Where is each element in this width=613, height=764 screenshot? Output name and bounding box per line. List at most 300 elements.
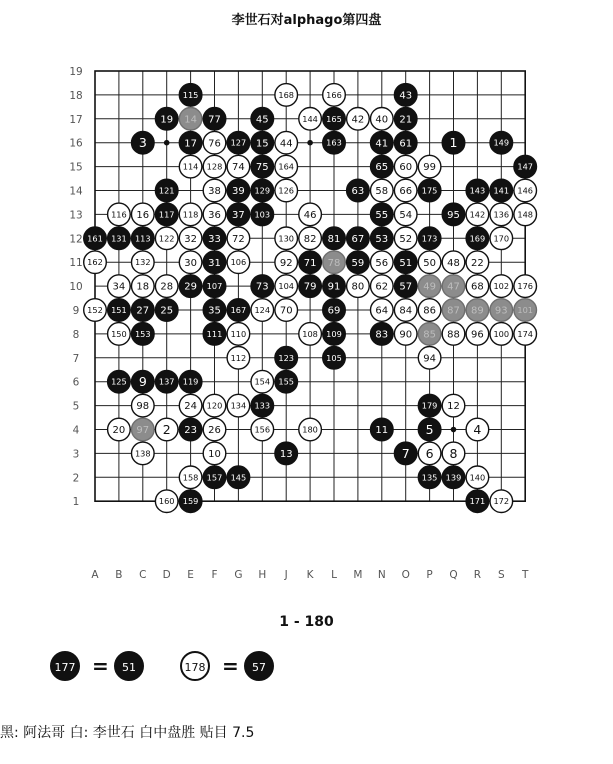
move-number: 21 (399, 114, 413, 126)
move-number: 43 (399, 90, 413, 102)
stone-n10 (371, 275, 394, 298)
move-number: 172 (493, 496, 510, 507)
move-number: 106 (230, 257, 247, 268)
stone-n4 (371, 418, 394, 441)
move-number: 138 (134, 448, 151, 459)
move-number: 64 (375, 305, 389, 317)
move-number: 25 (160, 305, 174, 317)
move-number: 73 (255, 281, 269, 293)
stone-t8 (514, 323, 537, 346)
stone-d1 (155, 490, 178, 513)
stone-g8 (227, 323, 250, 346)
move-number: 34 (112, 281, 126, 293)
move-number: 79 (303, 281, 317, 293)
move-number: 100 (493, 328, 510, 339)
stone-a12 (84, 227, 107, 250)
row-label: 4 (72, 424, 80, 437)
move-number: 180 (302, 424, 318, 435)
move-number: 141 (493, 185, 510, 196)
stone-k10 (299, 275, 322, 298)
move-number: 104 (278, 281, 295, 292)
stone-l17 (323, 108, 346, 131)
stone-l9 (323, 299, 346, 322)
move-number: 87 (447, 305, 460, 317)
move-number: 122 (158, 233, 175, 244)
move-number: 109 (326, 328, 342, 339)
move-number: 127 (230, 137, 247, 148)
row-label: 16 (69, 137, 83, 150)
move-number: 13 (279, 449, 293, 460)
move-number: 169 (469, 233, 486, 244)
column-label: S (497, 569, 505, 581)
stone-e12 (179, 227, 202, 250)
move-number: 108 (302, 328, 318, 339)
stone-r11 (466, 251, 489, 274)
stone-s10 (490, 275, 513, 298)
move-number: 107 (206, 281, 223, 292)
stone-d4 (155, 418, 178, 441)
move-number: 166 (326, 89, 342, 100)
move-number: 42 (351, 114, 365, 126)
column-label: K (306, 569, 314, 581)
move-number: 53 (375, 233, 389, 245)
move-number: 68 (471, 281, 484, 293)
move-number: 23 (184, 425, 197, 437)
move-number: 145 (230, 472, 247, 483)
move-number: 131 (111, 233, 127, 244)
column-label: O (401, 569, 410, 581)
stone-c13 (132, 203, 155, 226)
column-label: L (331, 569, 337, 581)
stone-e11 (179, 251, 202, 274)
move-number: 129 (254, 185, 271, 196)
stone-d17 (155, 108, 178, 131)
row-label: 9 (72, 305, 80, 317)
column-label: H (258, 569, 267, 581)
row-label: 19 (69, 66, 83, 78)
column-label: Q (449, 569, 458, 581)
move-number: 41 (375, 138, 389, 150)
stone-c6 (132, 370, 155, 393)
move-number: 46 (303, 210, 317, 221)
move-number: 19 (160, 114, 174, 126)
move-number: 2 (162, 422, 171, 437)
stone-q11 (442, 251, 465, 274)
stone-m12 (347, 227, 370, 250)
stone-n12 (371, 227, 394, 250)
stone-g11 (227, 251, 250, 274)
move-number: 148 (517, 209, 534, 220)
stone-q13 (442, 203, 465, 226)
row-label: 8 (72, 328, 80, 341)
move-number: 120 (206, 400, 223, 411)
stone-j18 (275, 84, 298, 107)
move-number: 18 (136, 281, 150, 293)
move-number: 67 (351, 233, 365, 245)
stone-n9 (371, 299, 394, 322)
stone-o17 (394, 108, 417, 131)
stone-p14 (418, 179, 441, 202)
stone-b9 (108, 299, 131, 322)
move-number: 78 (327, 257, 341, 269)
move-number: 134 (230, 400, 247, 411)
column-label: C (139, 569, 147, 581)
move-number: 158 (182, 472, 199, 483)
stone-o18 (394, 84, 417, 107)
stone-o8 (394, 323, 417, 346)
move-number: 86 (423, 305, 436, 317)
star-point (164, 140, 170, 146)
move-number: 157 (206, 472, 223, 483)
move-number: 11 (375, 425, 389, 437)
stone-h13 (251, 203, 274, 226)
row-label: 2 (72, 472, 80, 485)
move-number: 61 (399, 138, 413, 150)
move-number: 115 (182, 89, 199, 100)
move-number: 119 (182, 376, 199, 387)
row-label: 14 (69, 185, 83, 198)
stone-g16 (227, 131, 250, 154)
stone-o11 (394, 251, 417, 274)
stone-r1 (466, 490, 489, 513)
move-number: 84 (399, 305, 413, 317)
column-label: E (187, 569, 194, 581)
stone-a11 (84, 251, 107, 274)
stone-h4 (251, 418, 274, 441)
row-label: 17 (69, 113, 83, 126)
move-number: 45 (255, 114, 269, 126)
stone-s13 (490, 203, 513, 226)
stone-h17 (251, 108, 274, 131)
star-point (451, 427, 457, 433)
stone-d14 (155, 179, 178, 202)
column-label: J (284, 569, 288, 581)
move-number: 47 (447, 281, 460, 293)
stone-q5 (442, 394, 465, 417)
move-number: 7 (401, 445, 410, 461)
stone-k11 (299, 251, 322, 274)
stone-c11 (132, 251, 155, 274)
stone-p2 (418, 466, 441, 489)
stone-b12 (108, 227, 131, 250)
move-number: 22 (471, 257, 484, 269)
stone-f5 (203, 394, 226, 417)
move-number: 92 (279, 257, 293, 269)
move-number: 124 (254, 304, 271, 315)
move-number: 125 (111, 376, 127, 387)
move-number: 99 (423, 162, 436, 174)
move-number: 151 (111, 304, 127, 315)
stone-e13 (179, 203, 202, 226)
move-number: 150 (111, 328, 127, 339)
move-number: 65 (375, 162, 389, 174)
stone-s14 (490, 179, 513, 202)
move-number: 136 (493, 209, 510, 220)
move-number: 162 (87, 257, 103, 268)
move-number: 70 (279, 305, 293, 317)
stone-b10 (108, 275, 131, 298)
column-label: A (91, 569, 99, 581)
stone-h16 (251, 131, 274, 154)
stone-m17 (347, 108, 370, 131)
stone-e17 (179, 108, 202, 131)
stone-q16 (442, 131, 465, 154)
move-number: 170 (493, 233, 510, 244)
stone-f15 (203, 155, 226, 178)
eq-2-target: 57 (244, 651, 274, 681)
stone-o16 (394, 131, 417, 154)
move-number: 140 (469, 472, 486, 483)
stone-j7 (275, 347, 298, 370)
column-label: T (521, 569, 529, 581)
move-number: 12 (447, 401, 460, 413)
move-number: 116 (111, 209, 127, 220)
move-number: 24 (184, 401, 197, 413)
move-number: 39 (232, 186, 245, 198)
move-number: 142 (469, 209, 486, 220)
stone-n14 (371, 179, 394, 202)
move-number: 179 (421, 400, 438, 411)
stone-j11 (275, 251, 298, 274)
stone-e4 (179, 418, 202, 441)
move-number: 103 (254, 209, 271, 220)
move-number: 89 (471, 305, 484, 317)
move-number: 161 (87, 233, 103, 244)
stone-r2 (466, 466, 489, 489)
move-number: 9 (138, 374, 147, 390)
stone-p5 (418, 394, 441, 417)
stone-e1 (179, 490, 202, 513)
move-number: 137 (158, 376, 175, 387)
stone-s16 (490, 131, 513, 154)
stone-o14 (394, 179, 417, 202)
move-number: 60 (399, 162, 413, 174)
stone-r4 (466, 418, 489, 441)
move-number: 93 (494, 305, 508, 317)
stone-m10 (347, 275, 370, 298)
move-number: 173 (421, 233, 438, 244)
move-number: 63 (351, 186, 365, 198)
move-number: 96 (471, 329, 484, 341)
eq-1-target: 51 (114, 651, 144, 681)
move-number: 165 (326, 113, 342, 124)
stone-m11 (347, 251, 370, 274)
move-number: 97 (136, 425, 150, 437)
stone-p7 (418, 347, 441, 370)
stone-m14 (347, 179, 370, 202)
move-number: 29 (184, 281, 197, 293)
move-number: 130 (278, 233, 295, 244)
stone-d13 (155, 203, 178, 226)
stone-c12 (132, 227, 155, 250)
move-number: 155 (278, 376, 295, 387)
move-number: 49 (423, 281, 436, 293)
move-number: 14 (184, 114, 197, 126)
move-number: 30 (184, 257, 197, 269)
column-label: F (211, 569, 218, 581)
move-number: 62 (375, 281, 389, 293)
stone-o10 (394, 275, 417, 298)
stone-j15 (275, 155, 298, 178)
stone-h6 (251, 370, 274, 393)
move-number: 135 (421, 472, 438, 483)
stone-p9 (418, 299, 441, 322)
move-number: 117 (158, 209, 175, 220)
column-label: R (473, 569, 482, 581)
stone-f4 (203, 418, 226, 441)
stone-c4 (132, 418, 155, 441)
stone-b4 (108, 418, 131, 441)
stone-e5 (179, 394, 202, 417)
move-number: 40 (375, 114, 389, 126)
stone-c9 (132, 299, 155, 322)
column-label: N (377, 569, 386, 581)
stone-t10 (514, 275, 537, 298)
star-point (307, 140, 313, 146)
move-number: 85 (423, 329, 436, 341)
stone-d6 (155, 370, 178, 393)
stone-j10 (275, 275, 298, 298)
row-label: 7 (72, 352, 80, 365)
stone-q8 (442, 323, 465, 346)
move-number: 75 (255, 162, 269, 174)
move-number: 36 (208, 210, 221, 221)
move-number: 94 (423, 353, 436, 365)
stone-q9 (442, 299, 465, 322)
row-label: 3 (72, 448, 80, 461)
stone-e18 (179, 84, 202, 107)
move-number: 154 (254, 376, 271, 387)
row-label: 1 (72, 496, 80, 509)
move-number: 72 (232, 233, 245, 245)
stone-n17 (371, 108, 394, 131)
move-number: 163 (326, 137, 342, 148)
move-number: 71 (303, 257, 317, 269)
row-label: 13 (69, 209, 83, 222)
stone-g9 (227, 299, 250, 322)
stone-t14 (514, 179, 537, 202)
move-number: 91 (327, 281, 341, 293)
move-number: 176 (517, 281, 534, 292)
stone-f8 (203, 323, 226, 346)
stone-g13 (227, 203, 250, 226)
column-label: D (162, 569, 171, 581)
stone-e2 (179, 466, 202, 489)
stone-n16 (371, 131, 394, 154)
row-label: 12 (69, 233, 83, 246)
stone-s1 (490, 490, 513, 513)
move-number: 50 (423, 257, 436, 269)
stone-r13 (466, 203, 489, 226)
stone-r9 (466, 299, 489, 322)
move-number: 51 (399, 257, 413, 269)
move-number: 133 (254, 400, 271, 411)
move-number: 90 (399, 329, 413, 341)
stone-p12 (418, 227, 441, 250)
move-number: 101 (517, 304, 534, 315)
stone-r14 (466, 179, 489, 202)
move-number: 20 (112, 425, 126, 437)
eq-2-stone: 178 (180, 651, 210, 681)
stone-t13 (514, 203, 537, 226)
move-range-label: 1 - 180 (279, 614, 334, 630)
stone-h10 (251, 275, 274, 298)
move-number: 105 (326, 352, 342, 363)
eq-2-sign: = (222, 654, 239, 678)
stone-c10 (132, 275, 155, 298)
stone-e15 (179, 155, 202, 178)
stone-h5 (251, 394, 274, 417)
move-number: 1 (449, 135, 458, 151)
stone-l12 (323, 227, 346, 250)
stone-c3 (132, 442, 155, 465)
game-title: 李世石对alphago第四盘 (231, 13, 382, 28)
move-number: 147 (517, 161, 534, 172)
move-number: 44 (279, 138, 293, 150)
move-number: 77 (208, 114, 221, 126)
stone-o13 (394, 203, 417, 226)
move-number: 111 (206, 328, 223, 339)
move-number: 31 (208, 257, 221, 269)
stone-l16 (323, 131, 346, 154)
stone-b13 (108, 203, 131, 226)
stone-j6 (275, 370, 298, 393)
column-label: B (115, 569, 123, 581)
move-number: 26 (208, 425, 221, 437)
move-number: 5 (425, 422, 434, 437)
move-number: 58 (375, 186, 389, 198)
move-number: 132 (134, 257, 151, 268)
stone-e10 (179, 275, 202, 298)
stone-h9 (251, 299, 274, 322)
stone-g2 (227, 466, 250, 489)
row-label: 18 (69, 89, 83, 102)
move-number: 123 (278, 352, 295, 363)
stone-p10 (418, 275, 441, 298)
move-number: 149 (493, 137, 510, 148)
move-number: 174 (517, 328, 534, 339)
row-label: 6 (72, 376, 80, 389)
move-number: 95 (447, 210, 460, 221)
stone-c16 (132, 131, 155, 154)
eq-1-sign: = (92, 654, 109, 678)
stone-c5 (132, 394, 155, 417)
stone-f17 (203, 108, 226, 131)
row-label: 11 (69, 257, 83, 270)
stone-s9 (490, 299, 513, 322)
stone-r10 (466, 275, 489, 298)
stone-q3 (442, 442, 465, 465)
move-number: 17 (184, 138, 197, 150)
move-number: 175 (421, 185, 438, 196)
stone-p4 (418, 418, 441, 441)
stone-l11 (323, 251, 346, 274)
move-number: 118 (182, 209, 199, 220)
stone-k4 (299, 418, 322, 441)
move-number: 126 (278, 185, 295, 196)
move-number: 10 (208, 449, 221, 460)
move-number: 171 (469, 496, 486, 507)
move-number: 35 (208, 305, 221, 317)
column-label: P (426, 569, 433, 581)
stone-g7 (227, 347, 250, 370)
move-number: 15 (255, 138, 269, 150)
move-number: 32 (184, 233, 197, 245)
move-number: 55 (375, 210, 389, 221)
move-number: 156 (254, 424, 271, 435)
move-number: 48 (447, 257, 460, 269)
stone-b8 (108, 323, 131, 346)
